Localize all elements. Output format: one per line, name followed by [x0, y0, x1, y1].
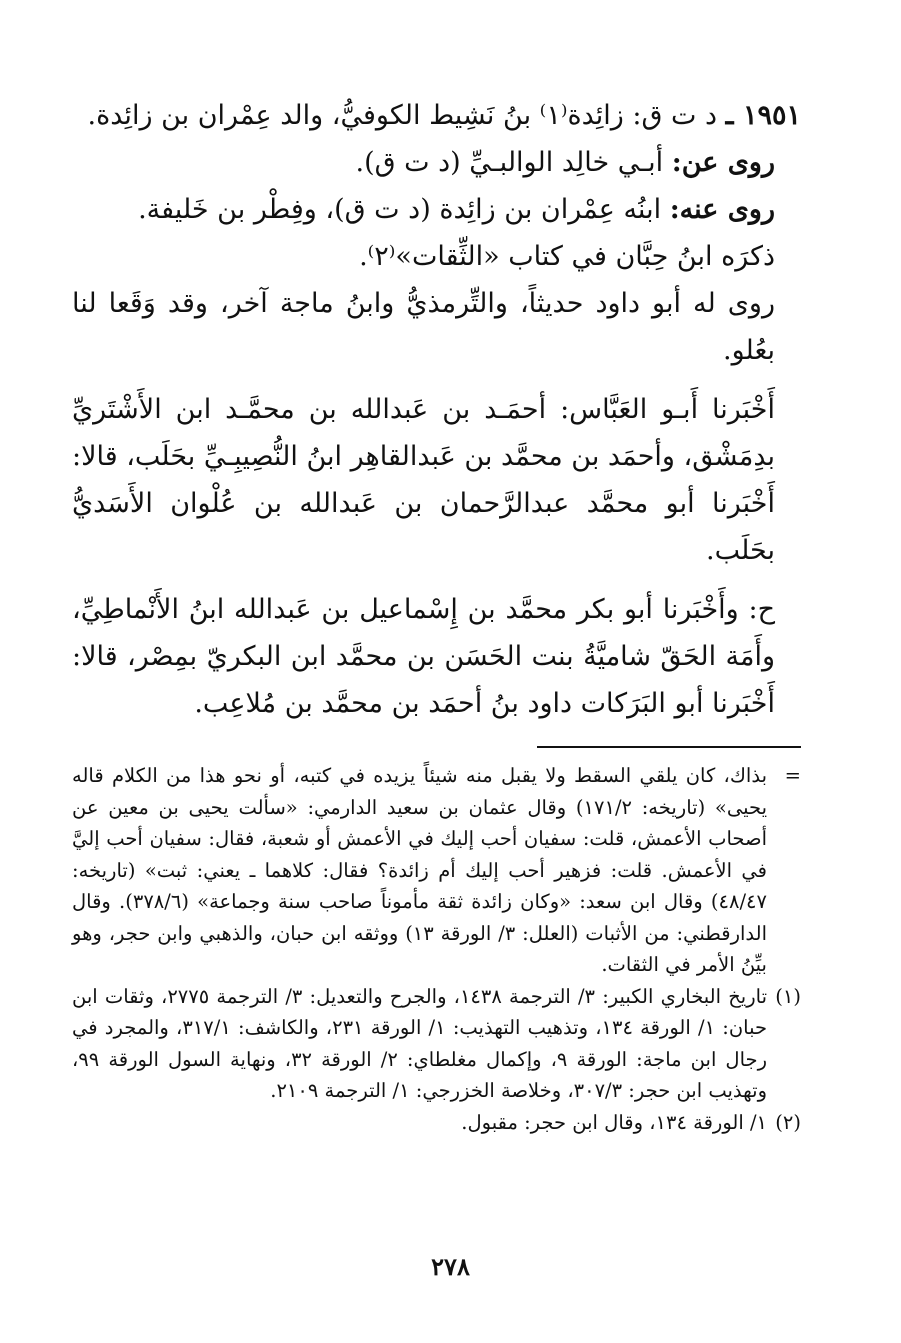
narrated-by-line [72, 186, 801, 233]
footnote-item [72, 981, 801, 1107]
page-number: ٢٧٨ [431, 1252, 470, 1281]
narrated-from-label: روى عن: [671, 147, 775, 178]
narrated-by-text: ابنُه عِمْران بن زائِدة (د ت ق)، وفِطْر بن خَليفة. [138, 194, 662, 225]
main-text [72, 92, 801, 727]
footnotes [72, 760, 801, 1138]
footnote-text: ١/ الورقة ١٣٤، وقال ابن حجر: مقبول. [461, 1110, 767, 1134]
isnad-paragraph: أَخْبَرنا أَبـو العَبَّاس: أحمَـد بن عَبدالله بن محمَّـد ابن الأَشْتَريِّ بدِمَشْق، وأحمَد بن محمَّد بن عَبدالقاهِر ابنُ النُّصِيبِـيِّ بحَلَب، قالا: أَخْبَرنا أبو محمَّد عبدالرَّحمان بن عَبدالله بن عُلْوان الأَسَديُّ بحَلَب. [71, 394, 775, 566]
narrations-line: روى له أبو داود حديثاً، والتِّرمذيُّ وابنُ ماجة آخر، وقد وَقَعا لنا بعُلو. [72, 288, 775, 366]
footnote-mark: (١) [775, 984, 801, 1008]
footnote-item [72, 1107, 801, 1139]
isnad-paragraph: ح: وأَخْبَرنا أبو بكر محمَّد بن إِسْماعيل بن عَبدالله ابنُ الأَنْماطِيِّ، وأَمَة الحَقّ شاميَّةُ بنت الحَسَن بن محمَّد ابن البكريّ بمِصْر، قالا: أَخْبَرنا أبو البَرَكات داود بنُ أحمَد بن محمَّد بن مُلاعِب. [72, 594, 775, 719]
entry-heading [72, 92, 801, 139]
footnote-mark: (٢) [775, 1110, 801, 1134]
narrated-by-label: روى عنه: [669, 194, 775, 225]
footnote-text: تاريخ البخاري الكبير: ٣/ الترجمة ١٤٣٨، والجرح والتعديل: ٣/ الترجمة ٢٧٧٥، وثقات ابن حبان: ١/ الورقة ١٣٤، وتذهيب التهذيب: ١/ الورقة ٢٣١، والكاشف: ٣١٧/١، والمجرد في رجال ابن ماجة: الورقة ٩، وإكمال مغلطاي: ٢/ الورقة ٣٢، ونهاية السول الورقة ٩٩، وتهذيب ابن حجر: ٣٠٧/٣، وخلاصة الخزرجي: ١/ الترجمة ٢١٠٩. [72, 984, 768, 1102]
entry-title: د ت ق: زائِدة⁽١⁾ بنُ نَشِيط الكوفيُّ، والد عِمْران بن زائِدة. [87, 100, 718, 131]
mentioned-line: ذكرَه ابنُ حِبَّان في كتاب «الثِّقات»⁽٢⁾. [359, 241, 775, 272]
footnote-separator [537, 746, 801, 748]
footnote-mark: = [784, 764, 801, 787]
narrated-from-line [72, 139, 801, 186]
entry-number: ١٩٥١ ـ [725, 100, 801, 131]
footnote-item [72, 760, 801, 981]
narrated-from-text: أبـي خالِد الوالبـيِّ (د ت ق). [355, 147, 664, 178]
footnote-text: بذاك، كان يلقي السقط ولا يقبل منه شيئاً يزيده في كتبه، أو نحو هذا من الكلام قاله يحيى» (تاريخه: ١٧١/٢) وقال عثمان بن سعيد الدارمي: «سألت يحيى بن معين عن أصحاب الأعمش، قلت: سفيان أحب إليك في الأعمش أو شعبة، فقال: سفيان أحب إليَّ في الأعمش. قلت: فزهير أحب إليك أم زائدة؟ فقال: كلاهما ـ يعني: ثبت» (تاريخه: ٤٨/٤٧) وقال ابن سعد: «وكان زائدة ثقة مأموناً صاحب سنة وجماعة» (٣٧٨/٦). وقال الدارقطني: من الأثبات (العلل: ٣/ الورقة ١٣) ووثقه ابن حبان، والذهبي وابن حجر، وهو بيِّنُ الأمر في الثقات. [72, 764, 767, 976]
